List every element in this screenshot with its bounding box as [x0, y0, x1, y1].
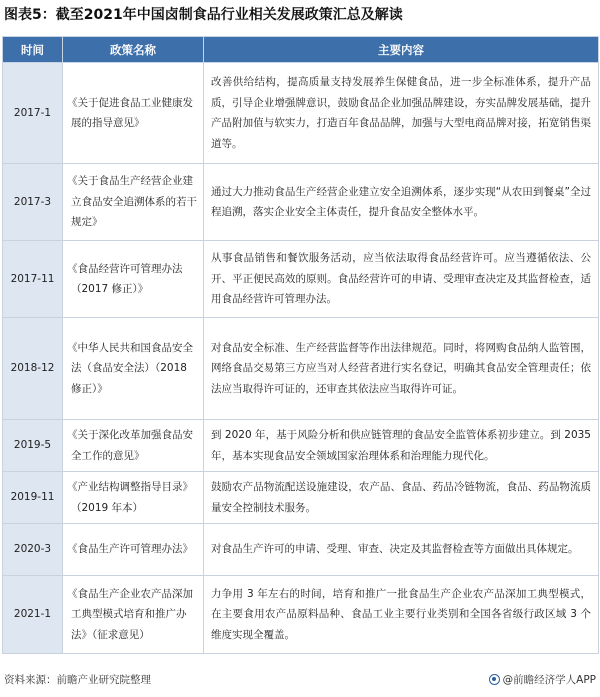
brand-logo-icon	[489, 674, 500, 685]
policy-table	[2, 36, 599, 654]
row-content: 鼓励农产品物流配送设施建设，农产品、食品、药品冷链物流，食品、药品物流质量安全控制技术服务。	[204, 472, 599, 524]
row-date: 2021-1	[3, 576, 63, 654]
row-date: 2017-1	[3, 63, 63, 164]
row-date: 2020-3	[3, 524, 63, 576]
table-row	[3, 318, 599, 420]
table-row	[3, 524, 599, 576]
row-content: 改善供给结构，提高质量支持发展养生保健食品，进一步全标准体系，提升产品质，引导企业增强牌意识，鼓励食品企业加强品牌建设，夯实品牌发展基础，提升产品附加值与软实力，打造百年食品品牌，加强与大型电商品牌对接，拓宽销售渠道等。	[204, 63, 599, 164]
row-policy: 《食品经营许可管理办法（2017 修正）》	[63, 241, 204, 318]
row-policy: 《产业结构调整指导目录》（2019 年本）	[63, 472, 204, 524]
row-content: 从事食品销售和餐饮服务活动，应当依法取得食品经营许可。应当遵循依法、公开、平正便民高效的原则。食品经营许可的申请、受理审查决定及其监督检查，适用食品经营许可管理办法。	[204, 241, 599, 318]
row-content: 对食品安全标准、生产经营监督等作出法律规范。同时，将网购食品纳人监管围，网络食品交易第三方应当对人经营者进行实名登记，明确其食品安全管理责任；依法应当取得许可证的，还审查其依法应当取得许可证。	[204, 318, 599, 420]
source-note: 资料来源：前瞻产业研究院整理	[4, 674, 151, 686]
table-row	[3, 241, 599, 318]
table-row	[3, 420, 599, 472]
row-date: 2018-12	[3, 318, 63, 420]
row-policy: 《中华人民共和国食品安全法（食品安全法）（2018 修正）》	[63, 318, 204, 420]
header-policy: 政策名称	[63, 37, 204, 63]
row-policy: 《食品生产企业农产品深加工典型模式培育和推广办法》（征求意见）	[63, 576, 204, 654]
brand-label: @前瞻经济学人APP	[502, 674, 596, 686]
row-content: 力争用 3 年左右的时间，培育和推广一批食品生产企业农产品深加工典型模式，在主要食用农产品原料品种、食品工业主要行业类别和全国各省级行政区域 3 个维度实现全覆盖。	[204, 576, 599, 654]
header-date: 时间	[3, 37, 63, 63]
row-content: 通过大力推动食品生产经营企业建立安全追溯体系，逐步实现“从农田到餐桌”全过程追溯，落实企业安全主体责任，提升食品安全整体水平。	[204, 164, 599, 241]
row-content: 到 2020 年，基于风险分析和供应链管理的食品安全监管体系初步建立。到 2035 年，基本实现食品安全领域国家治理体系和治理能力现代化。	[204, 420, 599, 472]
row-policy: 《关于促进食品工业健康发展的指导意见》	[63, 63, 204, 164]
row-policy: 《食品生产许可管理办法》	[63, 524, 204, 576]
table-header-row	[3, 37, 599, 63]
row-date: 2017-3	[3, 164, 63, 241]
brand-credit	[489, 672, 596, 687]
row-content: 对食品生产许可的申请、受理、审查、决定及其监督检查等方面做出具体规定。	[204, 524, 599, 576]
row-date: 2017-11	[3, 241, 63, 318]
row-policy: 《关于食品生产经营企业建立食品安全追溯体系的若干规定》	[63, 164, 204, 241]
table-row	[3, 472, 599, 524]
row-date: 2019-11	[3, 472, 63, 524]
row-date: 2019-5	[3, 420, 63, 472]
table-row	[3, 576, 599, 654]
figure-title: 图表5：截至2021年中国卤制食品行业相关发展政策汇总及解读	[4, 7, 403, 23]
row-policy: 《关于深化改革加强食品安全工作的意见》	[63, 420, 204, 472]
table-row	[3, 63, 599, 164]
table-row	[3, 164, 599, 241]
header-content: 主要内容	[204, 37, 599, 63]
